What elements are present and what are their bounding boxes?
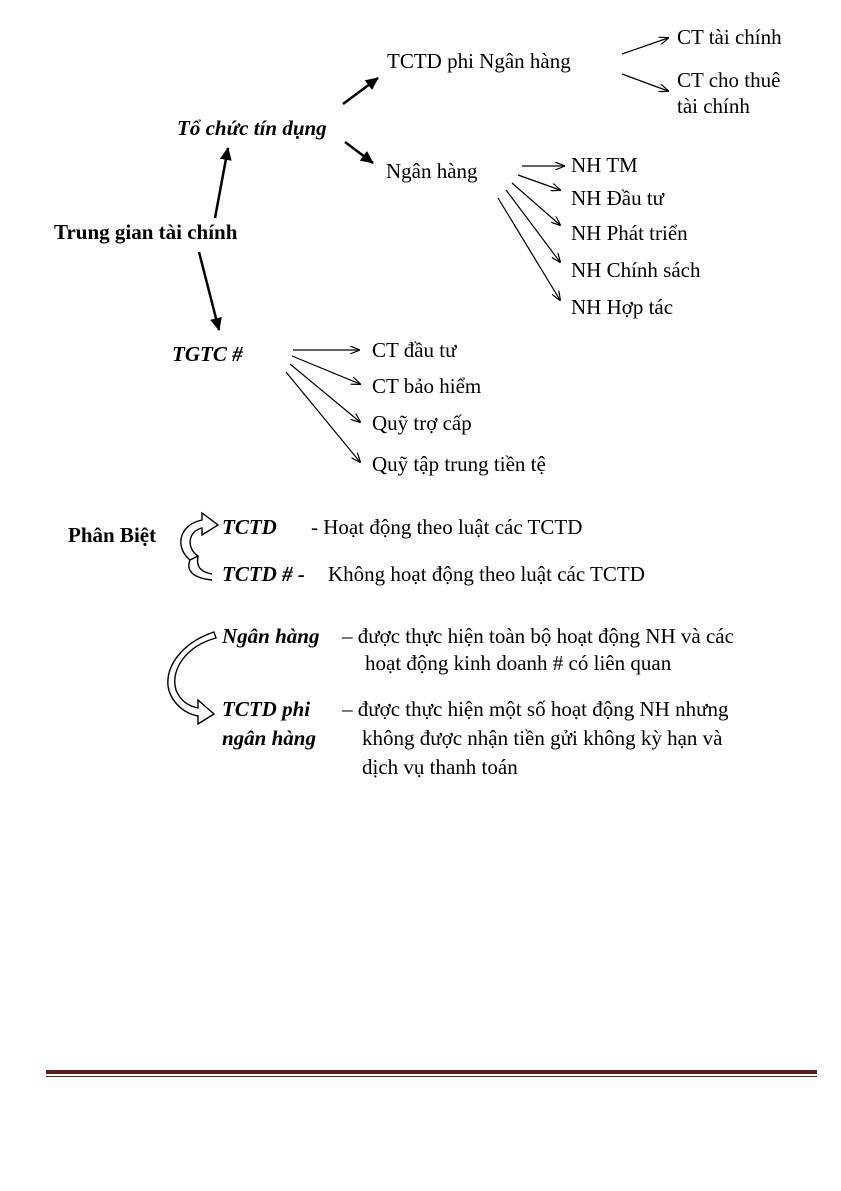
node-root: Trung gian tài chính [54, 220, 238, 244]
bank-type-item: NH Phát triển [571, 221, 688, 245]
other-type-item: Quỹ tập trung tiền tệ [372, 452, 546, 476]
arrow-to-ct-lease [622, 74, 668, 91]
node-tgtc-other: TGTC # [172, 342, 243, 366]
bank-type-item: NH Chính sách [571, 258, 701, 282]
arrow-to-quy-trocap [290, 364, 360, 422]
node-ct-lease-line1: CT cho thuê [677, 68, 781, 92]
compare-term-bank: Ngân hàng [222, 624, 320, 648]
arrow-root-to-tgtc [199, 252, 219, 330]
arrow-tctd-to-bank [345, 142, 373, 163]
other-type-item: Quỹ trợ cấp [372, 411, 472, 435]
curved-arrow-compare [168, 632, 216, 724]
other-type-item: CT đầu tư [372, 338, 457, 362]
bank-type-item: NH TM [571, 153, 638, 177]
distinguish-label: Phân Biệt [68, 523, 157, 547]
arrow-to-ct-baohiem [292, 356, 360, 384]
other-type-item: CT bảo hiểm [372, 374, 482, 398]
node-tctd: Tổ chức tín dụng [177, 116, 327, 140]
compare-desc-nonbank-1: – được thực hiện một số hoạt động NH nhưng [342, 697, 729, 721]
node-ct-lease-line2: tài chính [677, 94, 750, 118]
distinguish-desc-tctd: - Hoạt động theo luật các TCTD [311, 515, 583, 539]
node-tctd-non-bank: TCTD phi Ngân hàng [387, 49, 571, 73]
bank-type-item: NH Hợp tác [571, 295, 674, 319]
bank-type-item: NH Đầu tư [571, 186, 665, 210]
node-ct-finance: CT tài chính [677, 25, 782, 49]
compare-desc-bank-1: – được thực hiện toàn bộ hoạt động NH và các [342, 624, 734, 648]
curved-arrow-distinguish [181, 513, 218, 580]
compare-desc-bank-2: hoạt động kinh doanh # có liên quan [365, 651, 672, 675]
compare-term-nonbank-1: TCTD phi [222, 697, 311, 721]
arrow-root-to-tctd [215, 148, 228, 218]
footer-rule-thin [46, 1076, 817, 1077]
arrow-to-nh-dautu [518, 175, 560, 190]
compare-desc-nonbank-2: không được nhận tiền gửi không kỳ hạn và [362, 726, 723, 750]
arrow-to-nh-phattrien [512, 183, 560, 225]
arrow-tctd-to-nonbank [343, 78, 378, 104]
arrow-to-ct-finance [622, 38, 668, 54]
distinguish-term-other: TCTD # - [222, 562, 305, 586]
distinguish-desc-other: Không hoạt động theo luật các TCTD [328, 562, 645, 586]
distinguish-term-tctd: TCTD [222, 515, 277, 539]
footer-rule [46, 1070, 817, 1074]
compare-desc-nonbank-3: dịch vụ thanh toán [362, 755, 518, 779]
compare-term-nonbank-2: ngân hàng [222, 726, 316, 750]
node-bank: Ngân hàng [386, 159, 478, 183]
arrow-to-quy-taptrung [286, 372, 360, 462]
